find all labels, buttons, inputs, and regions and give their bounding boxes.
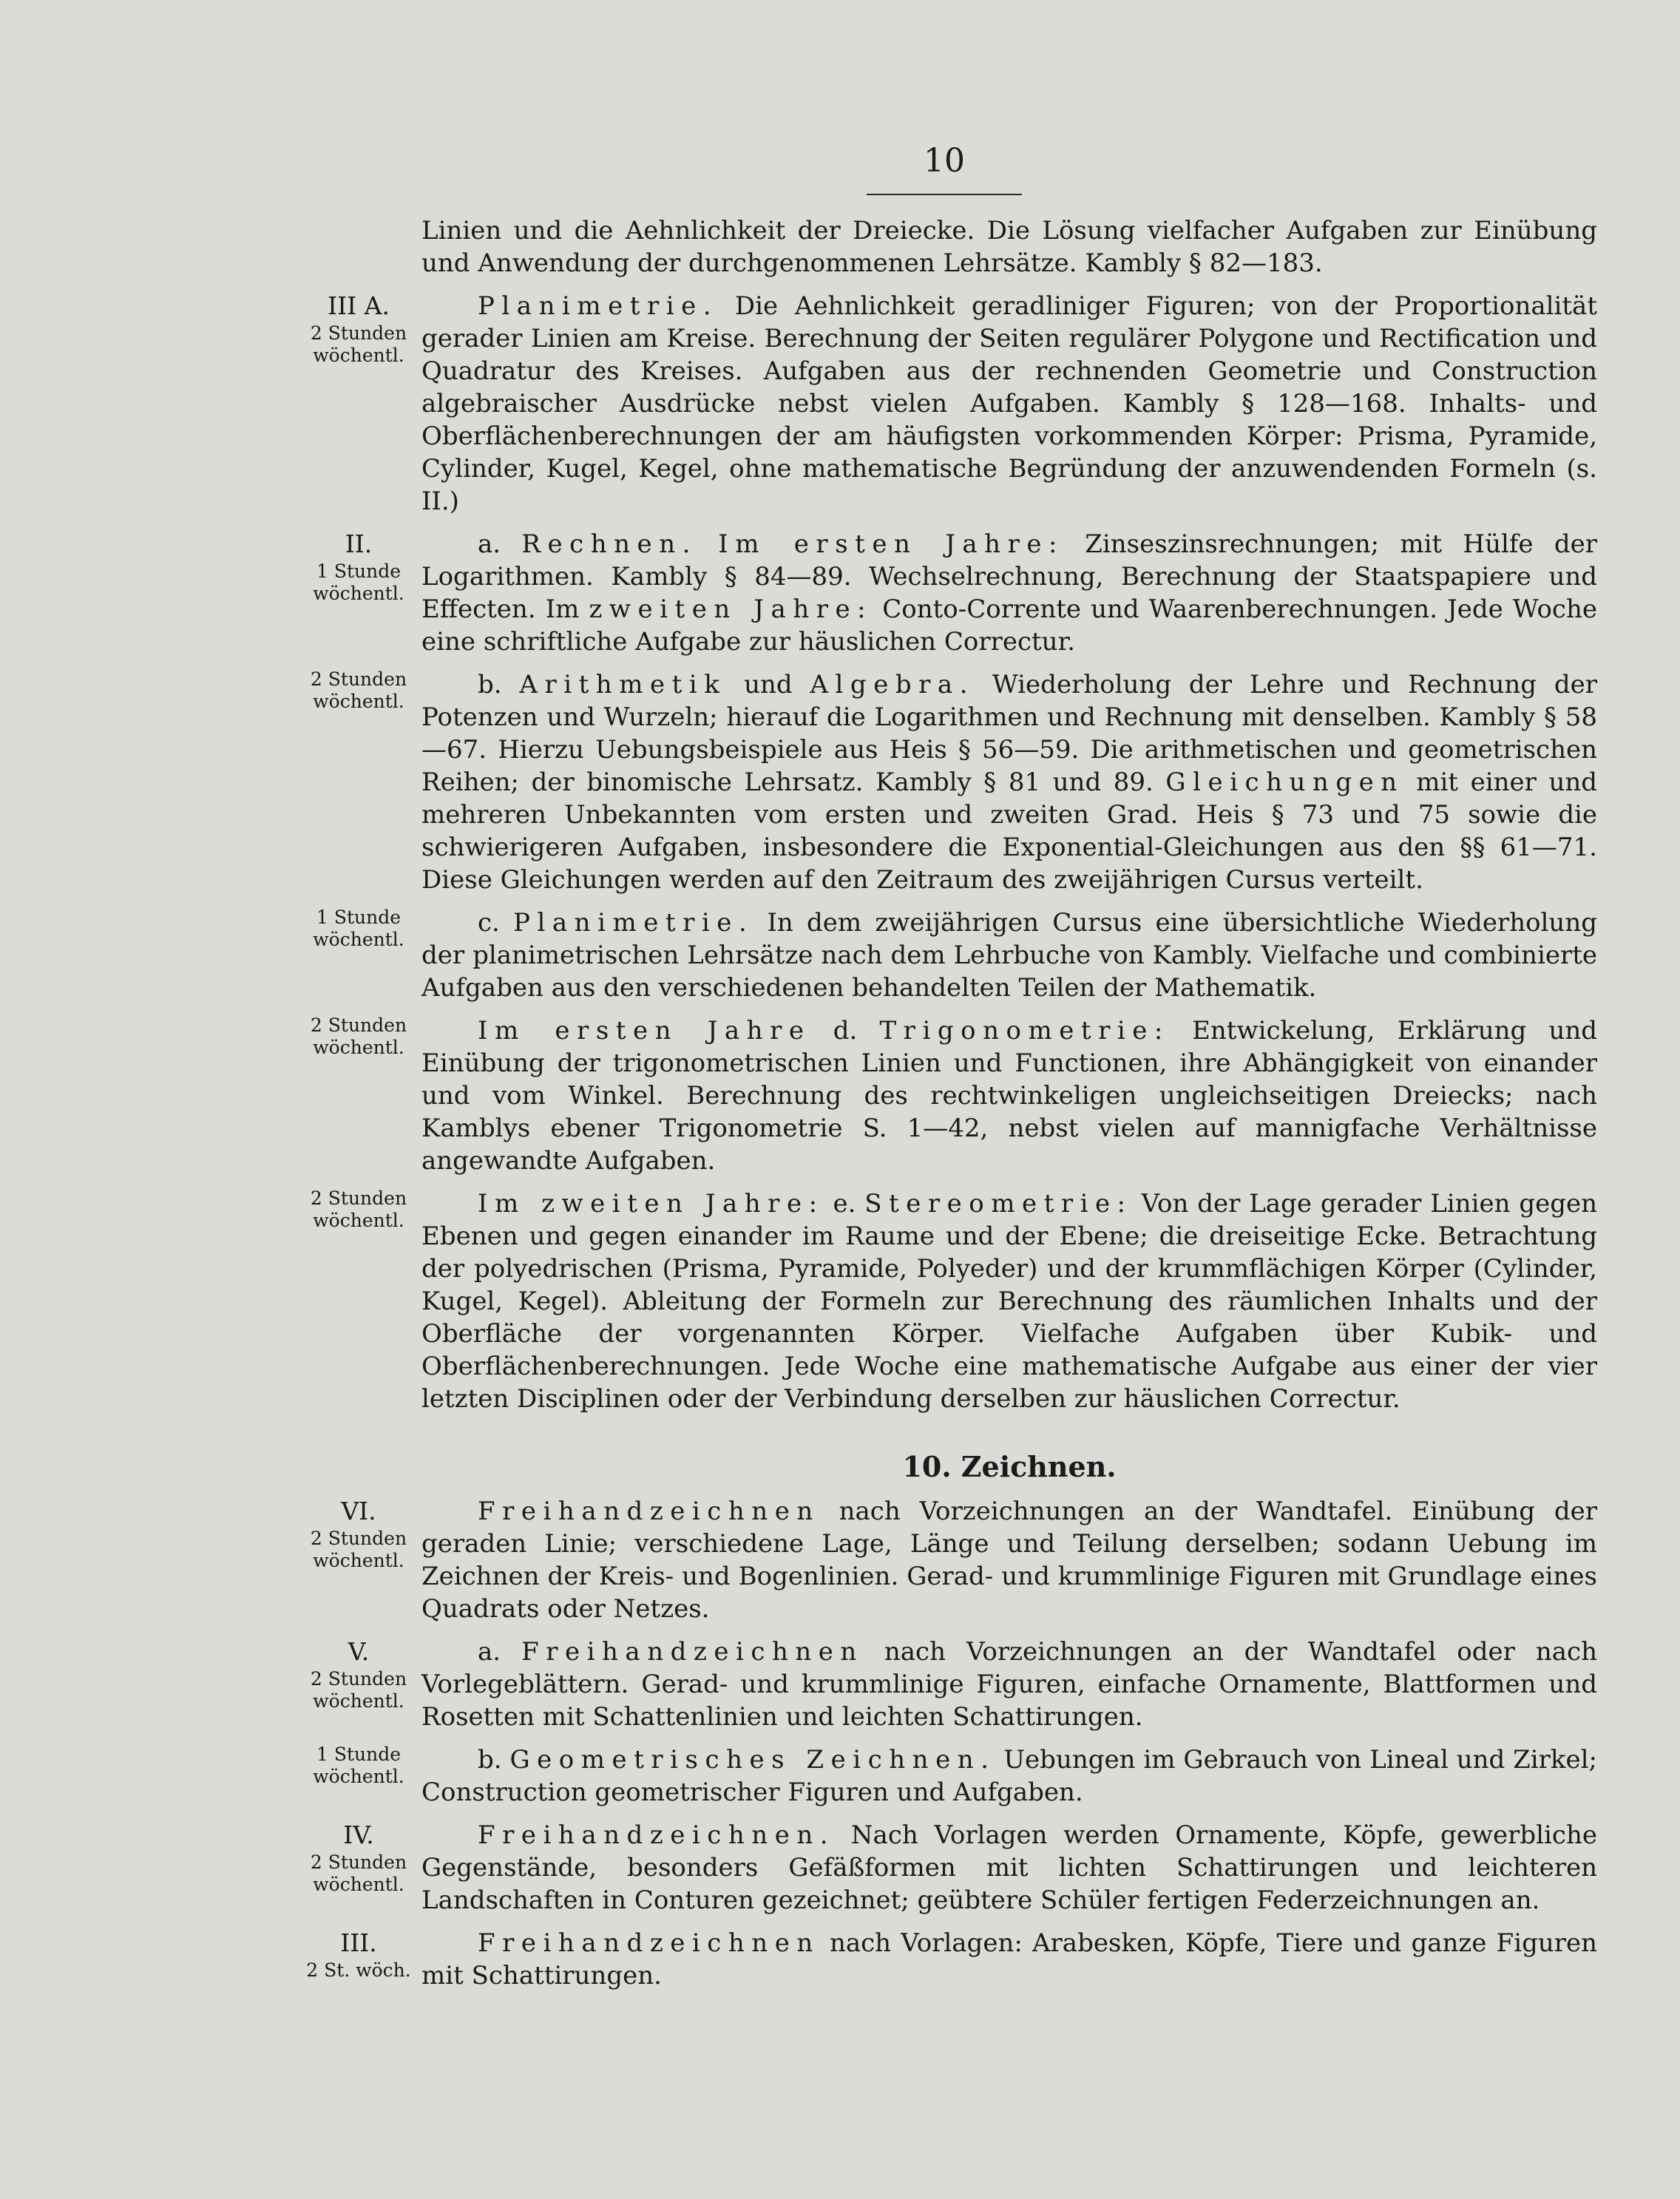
spaced-term: Im ersten Jahre:: [718, 529, 1064, 559]
spaced-term: Freihandzeichnen: [478, 1928, 820, 1958]
class-label: II.: [345, 529, 373, 558]
curriculum-entry: [296, 1495, 1597, 1625]
hours-label: 2 Stunden: [310, 1014, 407, 1036]
spaced-term: Planimetrie.: [478, 291, 719, 321]
entry-text: [421, 1187, 1597, 1415]
text-run: und: [726, 670, 810, 699]
text-run: [697, 529, 718, 559]
text-run: Entwickelung, Erklärung und Einübung der trigonometrischen Linien und Functionen, ihre Abhängigkeit von einander und vom Winkel. Berechnung des rechtwinkeligen ungleichseitigen Dreiecks; nach Kamblys ebener Trigonometrie S. 1—42, nebst vielen auf mannigfache Verhältnisse angewandte Aufgaben.: [421, 1016, 1598, 1176]
curriculum-entry: [296, 1744, 1597, 1809]
text-run: Wiederholung der Lehre und Rechnung der Potenzen und Wurzeln; hierauf die Logarithmen und Rechnung mit denselben. Kambly § 58—67. Hierzu Uebungsbeispiele aus Heis § 56—59. Die arithmetischen und geometrischen Reihen; der binomische Lehrsatz. Kambly § 81 und 89.: [421, 670, 1597, 797]
spaced-term: Geometrisches Zeichnen.: [509, 1745, 996, 1775]
block-spacer: [296, 896, 1597, 907]
entry-text: [421, 528, 1597, 658]
margin-label: [0, 1744, 421, 1788]
margin-label: [0, 290, 421, 367]
spaced-term: Stereometrie:: [864, 1189, 1133, 1219]
margin-label: [0, 528, 421, 605]
margin-label: [0, 907, 421, 951]
weekly-label: wöchentl.: [313, 1550, 404, 1571]
text-run: a.: [478, 1637, 522, 1667]
block-spacer: [296, 1809, 1597, 1819]
weekly-label: wöchentl.: [313, 1037, 404, 1058]
margin-label: [0, 1927, 421, 1982]
spaced-term: Freihandzeichnen.: [478, 1820, 836, 1850]
text-run: In dem zweijährigen Cursus eine übersichtliche Wiederholung der planimetrischen Lehrsätze nach dem Lehrbuche von Kambly. Vielfache und combinierte Aufgaben aus den verschiedenen behandelten Teilen der Mathematik.: [421, 908, 1597, 1003]
hours-label: 2 Stunden: [310, 1668, 407, 1690]
block-spacer: [296, 1625, 1597, 1636]
entry-text: [421, 1636, 1597, 1733]
curriculum-entry: [296, 1014, 1597, 1177]
block-spacer: [296, 1733, 1597, 1744]
class-label: III.: [340, 1928, 377, 1957]
text-run: mit einer und mehreren Unbekannten vom ersten und zweiten Grad. Heis § 73 und 75 sowie die schwierigeren Aufgaben, insbesondere die Exponential-Gleichungen aus den §§ 61—71. Diese Gleichungen werden auf den Zeitraum des zweijährigen Cursus verteilt.: [421, 768, 1597, 895]
spaced-term: Im ersten Jahre: [478, 1016, 811, 1046]
curriculum-entry: [296, 290, 1597, 518]
text-run: a.: [478, 529, 522, 559]
entry-text: [421, 1819, 1597, 1917]
weekly-label: wöchentl.: [313, 345, 404, 366]
text-run: Uebungen im Gebrauch von Lineal und Zirkel; Construction geometrischer Figuren und Aufgaben.: [421, 1745, 1597, 1807]
block-spacer: [296, 1917, 1597, 1927]
weekly-label: wöchentl.: [313, 929, 404, 950]
text-run: nach Vorzeichnungen an der Wandtafel oder nach Vorlegeblättern. Gerad- und krummlinige Figuren, einfache Ornamente, Blattformen und Rosetten mit Schattenlinien und leichten Schattirungen.: [421, 1637, 1597, 1732]
hours-label: 1 Stunde: [316, 907, 402, 928]
block-spacer: [296, 1177, 1597, 1187]
spaced-term: Freihandzeichnen: [521, 1637, 864, 1667]
entry-text: [421, 290, 1597, 518]
text-run: nach Vorlagen: Arabesken, Köpfe, Tiere und ganze Figuren mit Schattirungen.: [421, 1928, 1597, 1990]
page-number-rule: [867, 194, 1022, 195]
spaced-term: Trigonometrie:: [879, 1016, 1170, 1046]
curriculum-entry: [296, 214, 1597, 279]
entry-text: [421, 668, 1597, 896]
text-run: Zinseszinsrechnungen; mit Hülfe der Logarithmen. Kambly § 84—89. Wechselrechnung, Berechnung der Staatspapiere und Effecten. Im: [421, 529, 1597, 624]
curriculum-entry: [296, 1927, 1597, 1992]
weekly-label: wöchentl.: [313, 691, 404, 712]
text-run: b.: [478, 1745, 510, 1775]
page-number: 10: [924, 142, 965, 180]
hours-label: 2 Stunden: [310, 668, 407, 690]
hours-label: 2 Stunden: [310, 1851, 407, 1873]
curriculum-entry: [296, 528, 1597, 658]
margin-label: [0, 1636, 421, 1712]
text-run: Die Aehnlichkeit geradliniger Figuren; von der Proportionalität gerader Linien am Kreise. Berechnung der Seiten regulärer Polygone und Rectification und Quadratur des Kreises. Aufgaben aus der rechnenden Geometrie und Construction algebraischer Ausdrücke nebst vielen Aufgaben. Kambly § 128—168. Inhalts- und Oberflächenberechnungen der am häufigsten vorkommenden Körper: Prisma, Pyramide, Cylinder, Kugel, Kegel, ohne mathematische Begründung der anzuwendenden Formeln (s. II.): [421, 291, 1597, 516]
hours-label: 1 Stunde: [316, 560, 402, 582]
hours-label: 1 Stunde: [316, 1744, 402, 1765]
spaced-term: Gleichungen: [1165, 768, 1404, 797]
entry-text: [421, 1744, 1597, 1809]
weekly-label: wöchentl.: [313, 1690, 404, 1712]
spaced-term: Arithmetik: [519, 670, 727, 699]
entry-text: [421, 907, 1597, 1004]
spaced-term: Algebra.: [810, 670, 975, 699]
section-heading-zeichnen: 10. Zeichnen.: [902, 1450, 1117, 1483]
spaced-term: zweiten Jahre:: [589, 594, 873, 624]
entry-text: [421, 1927, 1597, 1992]
spaced-term: Freihandzeichnen: [478, 1497, 820, 1526]
curriculum-entry: [296, 907, 1597, 1004]
text-run: e.: [824, 1189, 865, 1219]
hours-label: 2 Stunden: [310, 1187, 407, 1209]
class-label: IV.: [343, 1820, 374, 1849]
text-run: b.: [478, 670, 520, 699]
weekly-label: wöchentl.: [313, 1766, 404, 1787]
block-spacer: [296, 1004, 1597, 1014]
text-run: Nach Vorlagen werden Ornamente, Köpfe, gewerbliche Gegenstände, besonders Gefäßformen mit lichten Schattirungen und leichteren Landschaften in Conturen gezeichnet; geübtere Schüler fertigen Federzeichnungen an.: [421, 1820, 1597, 1915]
block-spacer: [296, 658, 1597, 668]
page-content: [296, 214, 1597, 2002]
hours-label: 2 St. wöch.: [306, 1959, 411, 1981]
block-spacer: [296, 1992, 1597, 2002]
text-run: Von der Lage gerader Linien gegen Ebenen und gegen einander im Raume und der Ebene; die dreiseitige Ecke. Betrachtung der polyedrischen (Prisma, Pyramide, Polyeder) und der krummflächigen Körper (Cylinder, Kugel, Kegel). Ableitung der Formeln zur Berechnung des räumlichen Inhalts und der Oberfläche der vorgenannten Körper. Vielfache Aufgaben über Kubik- und Oberflächenberechnungen. Jede Woche eine mathematische Aufgabe aus einer der vier letzten Disciplinen oder der Verbindung derselben zur häuslichen Correctur.: [421, 1189, 1598, 1414]
hours-label: 2 Stunden: [310, 1528, 407, 1549]
margin-label: [0, 1819, 421, 1896]
margin-label: [0, 1495, 421, 1572]
text-run: c.: [478, 908, 514, 938]
block-spacer: [296, 518, 1597, 528]
spaced-term: Rechnen.: [521, 529, 697, 559]
text-run: Conto-Corrente und Waarenberechnungen. Jede Woche eine schriftliche Aufgabe zur häuslichen Correctur.: [421, 594, 1597, 657]
curriculum-entry: [296, 668, 1597, 896]
curriculum-entry: [296, 1819, 1597, 1917]
weekly-label: wöchentl.: [313, 1210, 404, 1231]
margin-label: [0, 1187, 421, 1232]
spaced-term: Planimetrie.: [513, 908, 754, 938]
class-label: V.: [348, 1637, 370, 1666]
margin-label: [0, 1014, 421, 1059]
weekly-label: wöchentl.: [313, 583, 404, 604]
class-label: VI.: [341, 1497, 376, 1525]
entry-text: [421, 214, 1597, 279]
drawing-section: [296, 1495, 1597, 2002]
text-run: Linien und die Aehnlichkeit der Dreiecke. Die Lösung vielfacher Aufgaben zur Einübung und Anwendung der durchgenommenen Lehrsätze. Kambly § 82—183.: [421, 216, 1597, 278]
curriculum-entry: [296, 1636, 1597, 1733]
margin-label: [0, 668, 421, 713]
text-run: nach Vorzeichnungen an der Wandtafel. Einübung der geraden Linie; verschiedene Lage, Länge und Teilung derselben; sodann Uebung im Zeichnen der Kreis- und Bogenlinien. Gerad- und krummlinige Figuren mit Grundlage eines Quadrats oder Netzes.: [421, 1497, 1597, 1624]
block-spacer: [296, 279, 1597, 290]
hours-label: 2 Stunden: [310, 322, 407, 344]
entry-text: [421, 1495, 1597, 1625]
mathematics-section: [296, 214, 1597, 1426]
class-label: III A.: [328, 291, 390, 320]
weekly-label: wöchentl.: [313, 1874, 404, 1895]
curriculum-entry: [296, 1187, 1597, 1415]
text-run: d.: [810, 1016, 880, 1046]
block-spacer: [296, 1415, 1597, 1426]
spaced-term: Im zweiten Jahre:: [478, 1189, 824, 1219]
entry-text: [421, 1014, 1597, 1177]
